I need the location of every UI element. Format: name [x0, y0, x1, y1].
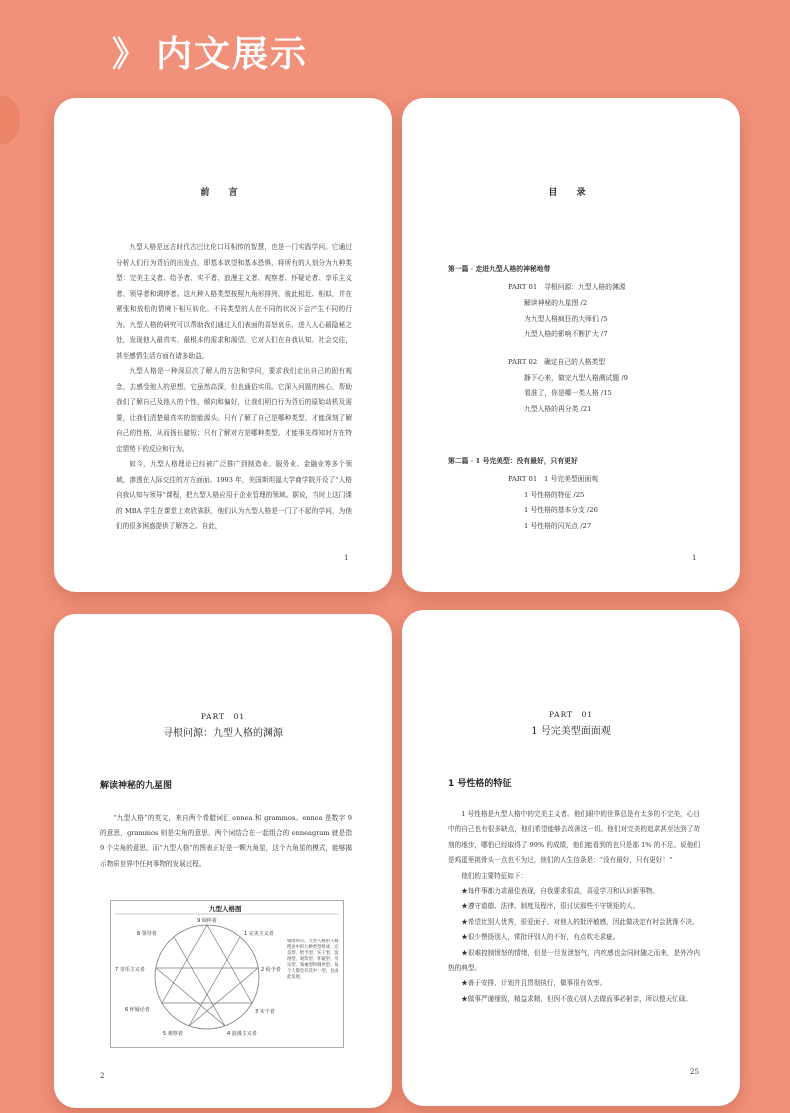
- diagram-title: 九型人格图: [209, 905, 242, 913]
- table-of-contents: [448, 263, 708, 535]
- node-label-9: 9 调停者: [197, 918, 217, 924]
- page-number: 1: [692, 554, 697, 562]
- node-label-8: 8 领导者: [137, 931, 157, 937]
- node-label-4: 4 浪漫主义者: [227, 1031, 257, 1037]
- enneagram-circle: [155, 925, 259, 1029]
- toc-entry: 解读神秘的九星图 /2: [524, 299, 588, 307]
- enneagram-triangle: [162, 925, 252, 1003]
- page-body: [448, 807, 700, 1007]
- toc-entry: 静下心来，做完九型人格测试题 /9: [524, 373, 628, 382]
- toc-entry: 九型人格的影响不断扩大 /7: [524, 330, 608, 339]
- page-title: 前 言: [200, 188, 246, 198]
- toc-section: PART 01 1 号完美型面面观: [508, 474, 599, 483]
- chapter-title: 1 号完美型面面观: [531, 726, 611, 737]
- section-title: 解读神秘的九星图: [100, 781, 173, 791]
- part-label: PART 01: [548, 710, 594, 719]
- page-title: 目 录: [548, 188, 594, 198]
- part-label: PART 01: [200, 712, 246, 721]
- enneagram-figure: [110, 900, 344, 1048]
- node-label-5: 5 观察者: [163, 1031, 183, 1037]
- section-title: 1 号性格的特征: [448, 779, 512, 789]
- toc-section: PART 02 确定自己的人格类型: [508, 357, 606, 366]
- toc-section: PART 01 寻根问源：九型人格的渊源: [508, 283, 626, 291]
- toc-entry: 1 号性格的特征 /25: [524, 490, 585, 499]
- page-type-one: [402, 610, 740, 1106]
- node-label-2: 2 给予者: [261, 967, 281, 973]
- enneagram-hexad: [156, 937, 258, 1026]
- paragraph: 如今，九型人格理论已经被广泛推广到制造业、服务业、金融业等多个领域，渗透在人际交往的方方面面。1993 年，美国斯坦福大学商学院开设了“人格自我认知与领导”课程，把九型人格应用于企业管理的领域。据说，当时上这门课的 MBA 学生在课堂上欢欣雀跃，他们认为九型人格是一门了不起的学问，为他们的很多困惑提供了解答之。自此，: [116, 460, 352, 530]
- node-label-6: 6 怀疑论者: [125, 1007, 150, 1013]
- page-number: 1: [344, 554, 349, 562]
- bullet-item: ★希望比别人优秀，很爱面子，对他人的批评敏感，因此做决定有时会犹豫不决。: [461, 917, 699, 926]
- background-blob: [0, 95, 20, 145]
- toc-part-heading: 第二篇 · 1 号完美型：没有最好，只有更好: [448, 456, 578, 465]
- bullet-item: ★做事严谨细致，精益求精，但因不放心别人去做而事必躬亲，所以整天忙碌。: [461, 994, 692, 1003]
- page-contents: [402, 98, 740, 592]
- chapter-title: 寻根问源：九型人格的渊源: [163, 728, 283, 739]
- toc-entry: 九型人格的再分类 /21: [524, 404, 592, 413]
- page-body: [116, 240, 352, 535]
- node-label-3: 3 实干者: [255, 1009, 275, 1015]
- toc-part-heading: 第一篇 · 走进九型人格的神秘地带: [448, 265, 551, 273]
- paragraph: 他们的主要特征如下：: [461, 871, 528, 880]
- node-label-1: 1 完美主义者: [244, 931, 274, 937]
- page-chapter-origin: [54, 614, 392, 1108]
- header-title: 内文展示: [156, 34, 309, 75]
- toc-entry: 为九型人格疯狂的大师们 /5: [524, 314, 608, 323]
- toc-entry: 1 号性格的基本分支 /26: [524, 506, 598, 515]
- bullet-item: ★遵守道德、法律、制度及程序，很讨厌那些不守规矩的人。: [461, 902, 640, 911]
- toc-entry: 看准了，你是哪一类人格 /15: [524, 389, 612, 398]
- paragraph: 九型人格是一种深层次了解人的方法和学问，要求我们走出自己的固有观念，去感受他人的思想。它虽然高深，但也通俗实用。它深入问题的核心，帮助我们了解自己及他人的个性、倾向和偏好，让我们明白行为背后的原始动机及需要，让我们清楚最真实的智能源头。只有了解了自己是哪种类型，才能深刻了解自己的性格，从而扬长避短；只有了解对方是哪种类型，才能事先得知对方在特定情势下的反应和行为。: [116, 367, 352, 453]
- bullet-item: ★很少赞扬别人，常批评别人的不好，有点吹毛求疵。: [461, 933, 620, 942]
- page-number: 2: [100, 1072, 105, 1080]
- node-label-7: 7 享乐主义者: [115, 967, 145, 973]
- paragraph: 1 号性格是九型人格中的完美主义者。他们眼中的世界总是有太多的不完美，心目中的自己也有很多缺点，他们希望能够去改善这一切。他们对完美的追求甚至达到了苛刻的地步，哪怕已经取得了 99% 的成绩，他们能看到的也只是那 1% 的不足。说他们是鸡蛋里挑骨头一点也不为过，他们的人生信条是：“没有最好，只有更好！”: [448, 810, 700, 865]
- paragraph: 九型人格是远古时代古巴比伦口耳相传的智慧，也是一门实践学问。它通过分析人们行为背后的出发点，即基本欲望和基本恐惧，将所有的人划分为九种类型：完美主义者、给予者、实干者、浪漫主义者、观察者、怀疑论者、享乐主义者、领导者和调停者。这九种人格类型按照九角形排列，彼此相近、相似，并在紧张和放松的情境下相互转化。不同类型的人在不同的状况下会产生不同的行为。九型人格的研究可以帮助我们通过人们表面的喜怒哀乐，进入人心最隐秘之处，发现他人最真实、最根本的需求和渴望。它对人们在自我认知、社会交往，甚至感情生活方面有诸多助益。: [116, 243, 352, 360]
- bullet-item: ★善于安排、计划并且贯彻执行，做事很有效率。: [461, 979, 607, 988]
- paragraph: “九型人格”的英文，来自两个希腊词汇 ennea 和 grammos。ennea 是数字 9 的意思，grammos 则是尖角的意思，两个词结合在一起组合的 enneagram 就是指 9 个尖角的意思，而“九型人格”的图表正好是一颗九角星，这个九角星的模式，能够揭示物质世界中任何事物的发展过程。: [100, 814, 352, 868]
- page-number: 25: [690, 1068, 699, 1076]
- chevron-icon: 》: [112, 35, 148, 75]
- section-header: [112, 26, 308, 77]
- bullet-item: ★很难控制愤怒的情绪，但是一旦发泄怒气，内疚感也会同时随之而来，是外冷内热的典型。: [448, 948, 700, 973]
- diagram-note: 如图所示，九型人格由人格理论中的九种类型组成：完美型、给予型、实干型、浪漫型、观察型、怀疑型、享乐型、领袖型和调停型。每个人都会有其中一型，且由此发展。: [287, 939, 339, 980]
- enneagram-diagram: [111, 901, 343, 1047]
- bullet-item: ★每件事都力求最佳表现，自我要求很高，喜爱学习和认识新事物。: [461, 887, 659, 896]
- page-body: [100, 811, 352, 872]
- toc-entry: 1 号性格的闪光点 /27: [524, 521, 592, 530]
- page-preface: [54, 98, 392, 592]
